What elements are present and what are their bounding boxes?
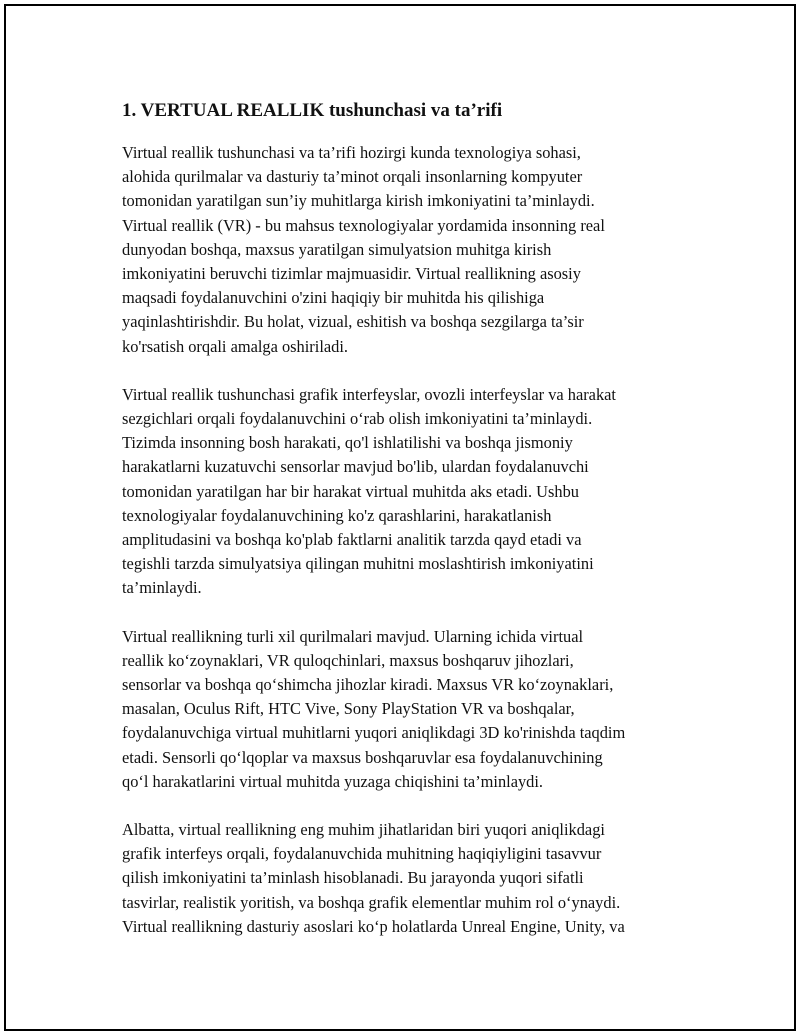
text-line: masalan, Oculus Rift, HTC Vive, Sony PlayStation VR va boshqalar, xyxy=(122,699,575,719)
text-line: Tizimda insonning bosh harakati, qo'l ishlatilishi va boshqa jismoniy xyxy=(122,433,573,453)
text-line: tomonidan yaratilgan har bir harakat virtual muhitda aks etadi. Ushbu xyxy=(122,481,579,501)
text-line: maqsadi foydalanuvchini o'zini haqiqiy bir muhitda his qilishiga xyxy=(122,288,545,308)
text-line: dunyodan boshqa, maxsus yaratilgan simulyatsion muhitga kirish xyxy=(122,239,552,259)
text-line: sensorlar va boshqa qo‘shimcha jihozlar kiradi. Maxsus VR ko‘zoynaklari, xyxy=(122,675,614,695)
text-line: amplitudasini va boshqa ko'plab faktlarni analitik tarzda qayd etadi va xyxy=(122,530,582,550)
text-line: qilish imkoniyatini ta’minlash hisoblanadi. Bu jarayonda yuqori sifatli xyxy=(122,868,584,888)
text-line: Albatta, virtual reallikning eng muhim jihatlaridan biri yuqori aniqlikdagi xyxy=(122,820,605,840)
text-line: qo‘l harakatlarini virtual muhitda yuzaga chiqishini ta’minlaydi. xyxy=(122,771,544,791)
paragraph-3 xyxy=(122,625,702,794)
document-content xyxy=(122,98,702,963)
text-line: Virtual reallik tushunchasi grafik interfeyslar, ovozli interfeyslar va harakat xyxy=(122,384,616,404)
text-line: tegishli tarzda simulyatsiya qilingan muhitni moslashtirish imkoniyatini xyxy=(122,554,594,574)
paragraph-4 xyxy=(122,818,702,939)
text-line: ta’minlaydi. xyxy=(122,578,202,598)
text-line: texnologiyalar foydalanuvchining ko'z qarashlarini, harakatlanish xyxy=(122,505,552,525)
text-line: imkoniyatini beruvchi tizimlar majmuasidir. Virtual reallikning asosiy xyxy=(122,264,581,284)
text-line: sezgichlari orqali foydalanuvchini o‘rab olish imkoniyatini ta’minlaydi. xyxy=(122,409,593,429)
text-line: Virtual reallikning dasturiy asoslari ko‘p holatlarda Unreal Engine, Unity, va xyxy=(122,916,625,936)
text-line: Virtual reallikning turli xil qurilmalari mavjud. Ularning ichida virtual xyxy=(122,626,584,646)
text-line: etadi. Sensorli qo‘lqoplar va maxsus boshqaruvlar esa foydalanuvchining xyxy=(122,747,603,767)
paragraph-1 xyxy=(122,141,702,359)
text-line: alohida qurilmalar va dasturiy ta’minot orqali insonlarning kompyuter xyxy=(122,167,583,187)
paragraph-2 xyxy=(122,383,702,601)
text-line: tasvirlar, realistik yoritish, va boshqa grafik elementlar muhim rol o‘ynaydi. xyxy=(122,892,621,912)
text-line: yaqinlashtirishdir. Bu holat, vizual, eshitish va boshqa sezgilarga ta’sir xyxy=(122,312,584,332)
text-line: foydalanuvchiga virtual muhitlarni yuqori aniqlikdagi 3D ko'rinishda taqdim xyxy=(122,723,626,743)
text-line: Virtual reallik (VR) - bu mahsus texnologiyalar yordamida insonning real xyxy=(122,215,605,235)
text-line: Virtual reallik tushunchasi va ta’rifi hozirgi kunda texnologiya sohasi, xyxy=(122,143,581,162)
text-line: ko'rsatish orqali amalga oshiriladi. xyxy=(122,336,348,356)
text-line: grafik interfeys orqali, foydalanuvchida muhitning haqiqiyligini tasavvur xyxy=(122,844,602,864)
document-page xyxy=(4,4,796,1031)
text-line: harakatlarni kuzatuvchi sensorlar mavjud bo'lib, ulardan foydalanuvchi xyxy=(122,457,589,477)
section-heading: 1. VERTUAL REALLIK tushunchasi va ta’rifi xyxy=(122,100,503,121)
text-line: reallik ko‘zoynaklari, VR quloqchinlari, maxsus boshqaruv jihozlari, xyxy=(122,650,574,670)
text-line: tomonidan yaratilgan sun’iy muhitlarga kirish imkoniyatini ta’minlaydi. xyxy=(122,191,595,211)
